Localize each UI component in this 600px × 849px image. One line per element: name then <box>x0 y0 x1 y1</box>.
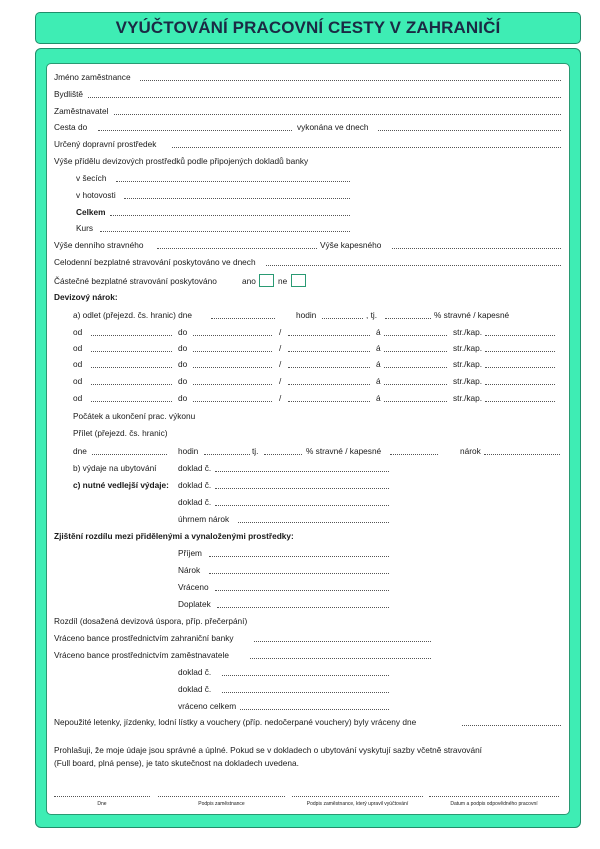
signature-caption-4: Datum a podpis odpovědného pracovní <box>450 801 538 807</box>
period-row-4-rate-label: á <box>376 376 381 386</box>
extra-doc-2-label: doklad č. <box>178 497 212 507</box>
returned-foreign-bank-label: Vráceno bance prostřednictvím zahraniční banky <box>54 633 234 643</box>
employee-name-field[interactable] <box>140 80 561 81</box>
arrival-hours-field[interactable] <box>204 454 250 455</box>
period-row-4-strkap-field[interactable] <box>485 384 555 385</box>
period-row-2-to-label: do <box>178 343 188 353</box>
surcharge-field[interactable] <box>217 607 389 608</box>
returned-employer-label: Vráceno bance prostřednictvím zaměstnavatele <box>54 650 229 660</box>
period-row-2-from-field[interactable] <box>91 351 172 352</box>
cheques-label: v šecích <box>76 173 107 183</box>
form-title: VYÚČTOVÁNÍ PRACOVNÍ CESTY V ZAHRANIČÍ <box>115 18 501 37</box>
period-row-1-hours-field[interactable] <box>288 335 370 336</box>
returned-foreign-bank-field[interactable] <box>254 641 431 642</box>
exchange-rate-field[interactable] <box>100 231 350 232</box>
period-row-4-rate-field[interactable] <box>384 384 447 385</box>
period-row-2-rate-label: á <box>376 343 381 353</box>
period-row-2-from-label: od <box>73 343 83 353</box>
form-body <box>46 63 570 815</box>
period-row-3-to-field[interactable] <box>193 367 272 368</box>
period-row-5-rate-field[interactable] <box>384 401 447 402</box>
entitlement-field[interactable] <box>209 573 389 574</box>
period-row-3-slash: / <box>279 359 282 369</box>
period-row-4-from-label: od <box>73 376 83 386</box>
period-row-3-from-label: od <box>73 359 83 369</box>
accommodation-doc-field[interactable] <box>215 471 389 472</box>
trip-to-field[interactable] <box>98 130 292 131</box>
extra-doc-1-field[interactable] <box>215 488 389 489</box>
period-row-3-hours-field[interactable] <box>288 367 370 368</box>
form-title-bar <box>35 12 581 44</box>
returned-field[interactable] <box>215 590 389 591</box>
extra-doc-1-label: doklad č. <box>178 480 212 490</box>
departure-tj-label: , tj. <box>366 310 378 320</box>
period-row-1-from-field[interactable] <box>91 335 172 336</box>
period-row-3-to-label: do <box>178 359 188 369</box>
unused-tickets-field[interactable] <box>462 725 561 726</box>
surcharge-label: Doplatek <box>178 599 211 609</box>
extra-doc-2-field[interactable] <box>215 505 389 506</box>
period-row-1-strkap-label: str./kap. <box>453 327 483 337</box>
arrival-entitlement-label: nárok <box>460 446 481 456</box>
entitlement-label: Nárok <box>178 565 201 575</box>
declaration-line-2: (Full board, plná pense), je tato skutečnost na dokladech uvedena. <box>54 758 299 768</box>
employee-name-label: Jméno zaměstnance <box>54 72 131 82</box>
difference-heading: Zjištění rozdílu mezi přidělenými a vynaloženými prostředky: <box>54 531 294 541</box>
arrival-hours-label: hodin <box>178 446 199 456</box>
income-label: Příjem <box>178 548 202 558</box>
partial-meals-label: Částečné bezplatné stravování poskytováno <box>54 276 217 286</box>
cash-label: v hotovosti <box>76 190 116 200</box>
allowance-percent-label: % stravné / kapesné <box>434 310 510 320</box>
cash-field[interactable] <box>124 198 350 199</box>
arrival-entitlement-field[interactable] <box>484 454 560 455</box>
period-row-3-strkap-label: str./kap. <box>453 359 483 369</box>
period-row-1-rate-label: á <box>376 327 381 337</box>
return-doc-2-label: doklad č. <box>178 684 212 694</box>
arrival-percent-label: % stravné / kapesné <box>306 446 382 456</box>
difference-label: Rozdíl (dosažená devizová úspora, příp. přečerpání) <box>54 616 248 626</box>
transport-label: Určený dopravní prostředek <box>54 139 157 149</box>
no-label: ne <box>278 276 288 286</box>
period-row-4-to-field[interactable] <box>193 384 272 385</box>
accommodation-label: b) výdaje na ubytování <box>73 463 157 473</box>
period-row-5-rate-label: á <box>376 393 381 403</box>
transport-field[interactable] <box>172 147 561 148</box>
period-row-2-hours-field[interactable] <box>288 351 370 352</box>
no-checkbox[interactable] <box>291 274 306 287</box>
period-row-3-rate-field[interactable] <box>384 367 447 368</box>
signature-caption-3: Podpis zaměstnance, který upravil vyúčtování <box>306 801 409 807</box>
residence-field[interactable] <box>88 97 561 98</box>
departure-date-field[interactable] <box>211 318 275 319</box>
period-row-5-from-label: od <box>73 393 83 403</box>
period-row-3-from-field[interactable] <box>91 367 172 368</box>
period-row-2-to-field[interactable] <box>193 351 272 352</box>
return-doc-1-label: doklad č. <box>178 667 212 677</box>
period-row-5-slash: / <box>279 393 282 403</box>
period-row-5-hours-field[interactable] <box>288 401 370 402</box>
trip-to-label: Cesta do <box>54 122 88 132</box>
arrival-tj-label: tj. <box>252 446 259 456</box>
declaration-line-1: Prohlašuji, že moje údaje jsou správné a úplné. Pokud se v dokladech o ubytování vyskytují sazby včetně stravování <box>54 745 482 755</box>
period-row-1-to-field[interactable] <box>193 335 272 336</box>
allocation-label: Výše přídělu devizových prostředků podle připojených dokladů banky <box>54 156 309 166</box>
accommodation-doc-label: doklad č. <box>178 463 212 473</box>
extra-expenses-label: c) nutné vedlejší výdaje: <box>73 480 169 490</box>
unused-tickets-label: Nepoužité letenky, jízdenky, lodní lístky a vouchery (příp. nedočerpané vouchery) byly vráceny dne <box>54 717 417 727</box>
period-row-1-slash: / <box>279 327 282 337</box>
total-entitlement-label: úhrnem nárok <box>178 514 230 524</box>
returned-employer-field[interactable] <box>250 658 431 659</box>
arrival-label: Přílet (přejezd. čs. hranic) <box>73 428 168 438</box>
full-meals-label: Celodenní bezplatné stravování poskytováno ve dnech <box>54 257 256 267</box>
period-row-2-rate-field[interactable] <box>384 351 447 352</box>
period-row-3-rate-label: á <box>376 359 381 369</box>
total-label: Celkem <box>76 207 106 217</box>
period-row-2-strkap-label: str./kap. <box>453 343 483 353</box>
departure-hours-label: hodin <box>296 310 317 320</box>
period-row-2-strkap-field[interactable] <box>485 351 555 352</box>
trip-dates-label: vykonána ve dnech <box>297 122 369 132</box>
exchange-rate-label: Kurs <box>76 223 94 233</box>
yes-label: ano <box>242 276 256 286</box>
pocket-money-field[interactable] <box>392 248 561 249</box>
daily-allowance-field[interactable] <box>157 248 317 249</box>
period-row-5-to-label: do <box>178 393 188 403</box>
returned-total-field[interactable] <box>240 709 389 710</box>
total-field[interactable] <box>110 215 350 216</box>
signature-caption-2: Podpis zaměstnance <box>198 801 245 807</box>
signature-line-4[interactable] <box>429 796 559 797</box>
period-row-4-slash: / <box>279 376 282 386</box>
period-row-5-to-field[interactable] <box>193 401 272 402</box>
departure-tj-field[interactable] <box>385 318 431 319</box>
return-doc-1-field[interactable] <box>222 675 389 676</box>
period-row-1-strkap-field[interactable] <box>485 335 555 336</box>
arrival-percent-field[interactable] <box>390 454 438 455</box>
currency-entitlement-heading: Devizový nárok: <box>54 292 118 302</box>
period-row-5-strkap-field[interactable] <box>485 401 555 402</box>
daily-allowance-label: Výše denního stravného <box>54 240 144 250</box>
signature-caption-1: Dne <box>97 801 107 807</box>
cheques-field[interactable] <box>116 181 350 182</box>
work-start-end-label: Počátek a ukončení prac. výkonu <box>73 411 196 421</box>
period-row-4-from-field[interactable] <box>91 384 172 385</box>
period-row-5-from-field[interactable] <box>91 401 172 402</box>
period-row-4-to-label: do <box>178 376 188 386</box>
signature-line-3[interactable] <box>292 796 423 797</box>
period-row-4-strkap-label: str./kap. <box>453 376 483 386</box>
arrival-tj-field[interactable] <box>264 454 302 455</box>
period-row-1-from-label: od <box>73 327 83 337</box>
full-meals-field[interactable] <box>266 265 561 266</box>
yes-checkbox[interactable] <box>259 274 274 287</box>
period-row-2-slash: / <box>279 343 282 353</box>
departure-label: a) odlet (přejezd. čs. hranic) dne <box>73 310 192 320</box>
total-entitlement-field[interactable] <box>238 522 389 523</box>
arrival-date-field[interactable] <box>92 454 167 455</box>
return-doc-2-field[interactable] <box>222 692 389 693</box>
pocket-money-label: Výše kapesného <box>320 240 382 250</box>
period-row-5-strkap-label: str./kap. <box>453 393 483 403</box>
period-row-4-hours-field[interactable] <box>288 384 370 385</box>
signature-line-2[interactable] <box>158 796 285 797</box>
residence-label: Bydliště <box>54 89 84 99</box>
period-row-3-strkap-field[interactable] <box>485 367 555 368</box>
arrival-date-label: dne <box>73 446 87 456</box>
signature-line-1[interactable] <box>54 796 150 797</box>
income-field[interactable] <box>209 556 389 557</box>
period-row-1-to-label: do <box>178 327 188 337</box>
returned-label: Vráceno <box>178 582 209 592</box>
departure-hours-field[interactable] <box>322 318 363 319</box>
trip-dates-field[interactable] <box>378 130 561 131</box>
employer-field[interactable] <box>114 114 561 115</box>
period-row-1-rate-field[interactable] <box>384 335 447 336</box>
returned-total-label: vráceno celkem <box>178 701 237 711</box>
employer-label: Zaměstnavatel <box>54 106 109 116</box>
